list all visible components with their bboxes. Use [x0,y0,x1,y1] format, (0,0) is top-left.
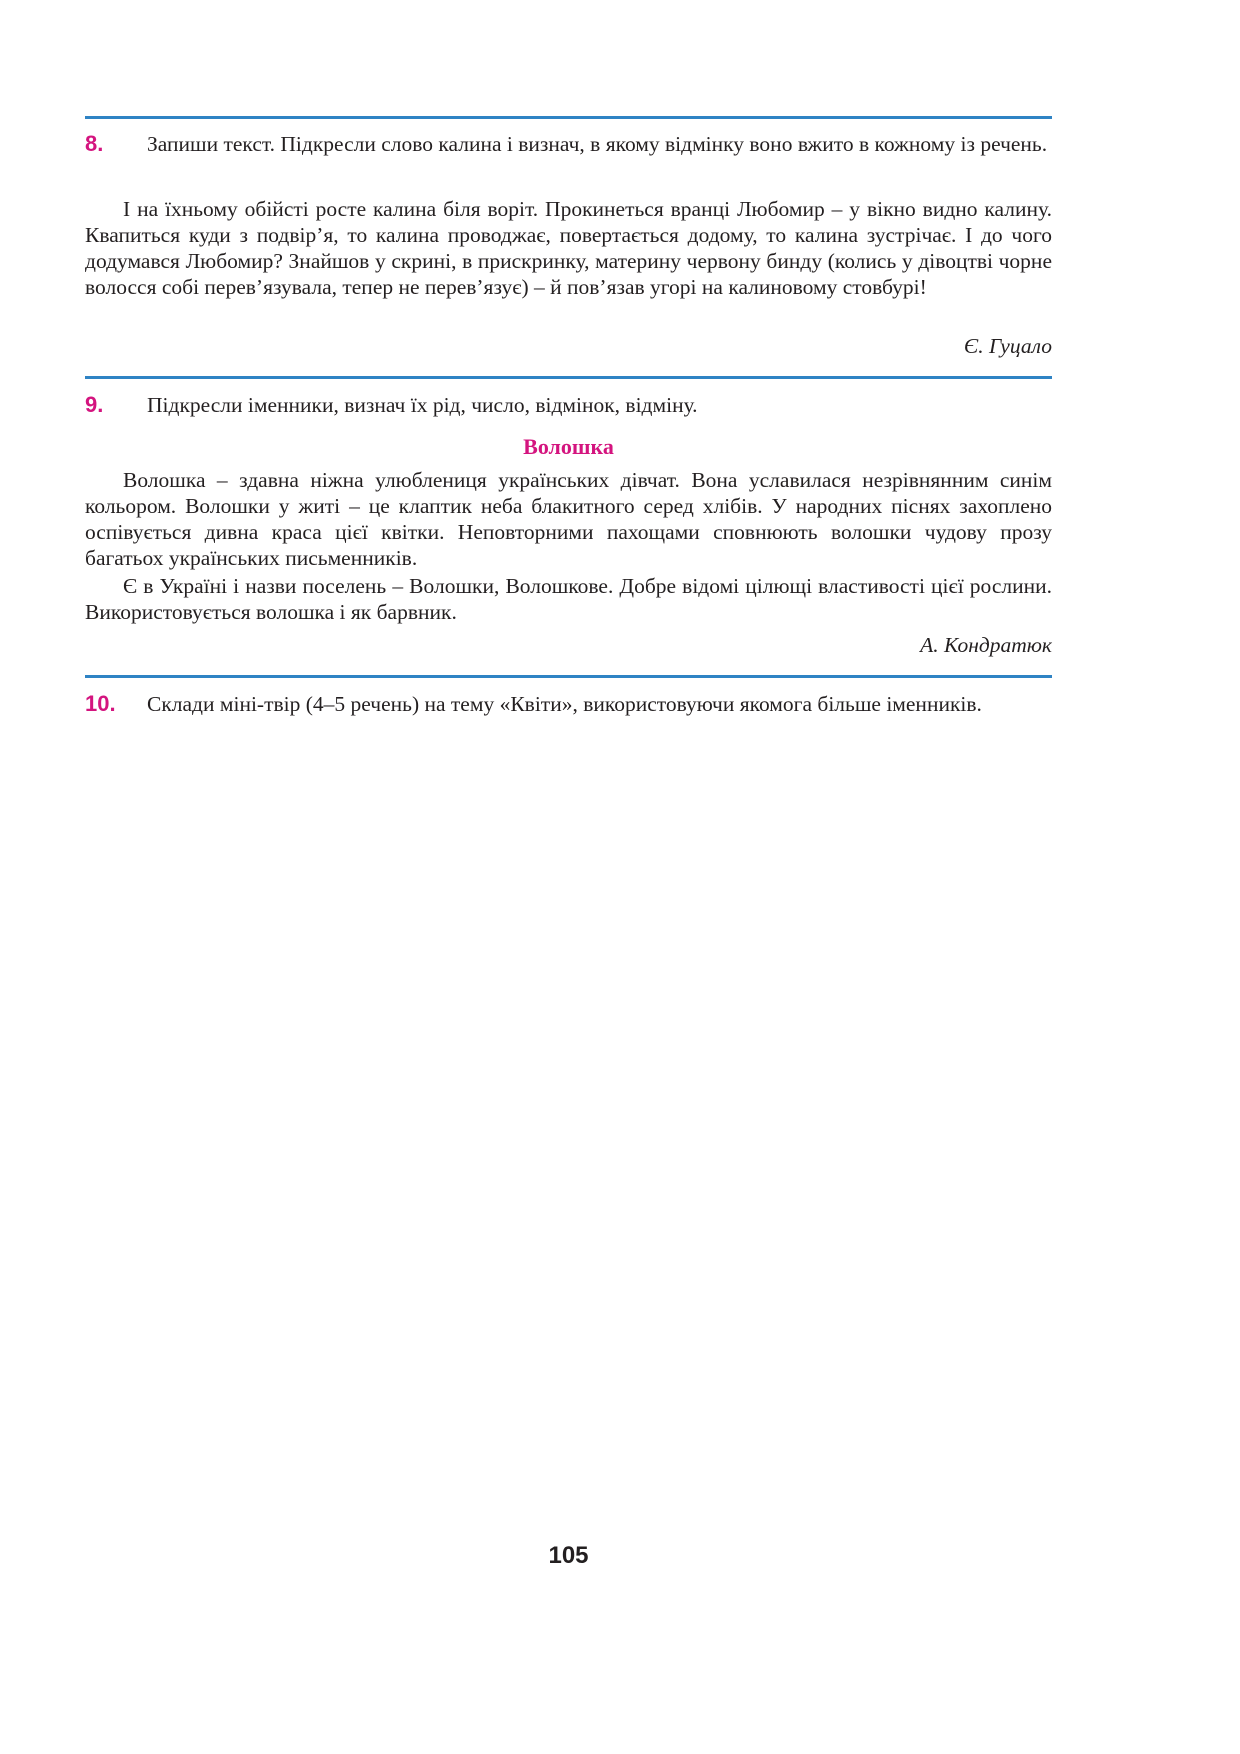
task-instruction: Запиши текст. Підкресли слово калина і визнач, в якому відмінку воно вжито в кожному із речень. [147,132,1048,156]
section-divider [85,376,1052,379]
task-9 [85,392,1052,418]
task-8 [85,131,1052,157]
task-instruction: Склади міні-твір (4–5 речень) на тему «Квіти», використовуючи якомога більше іменників. [147,692,982,716]
task-number: 8. [85,131,104,156]
task-number: 9. [85,392,104,417]
text-paragraph: Волошка – здавна ніжна улюблениця українських дівчат. Вона уславилася незрівнянним синім кольором. Волошки у житі – це клаптик неба блакитного серед хлібів. У народних піснях захоплено оспівується дивна краса цієї квітки. Неповторними пахощами сповнюють волошки чудову прозу багатьох українських письменників. [85,468,1052,570]
textbook-page [85,0,1052,1754]
task-number: 10. [85,691,116,716]
author-attribution: Є. Гуцало [963,334,1052,358]
author-attribution: А. Кондратюк [920,633,1052,657]
page-number: 105 [548,1542,589,1569]
section-divider [85,116,1052,119]
task-10 [85,691,1052,717]
text-paragraph: І на їхньому обійсті росте калина біля воріт. Прокинеться вранці Любомир – у вікно видно калину. Квапиться куди з подвір’я, то калина проводжає, повертається додому, то калина зустрічає. І до чого додумався Любомир? Знайшов у скрині, в прискринку, материну червону бинду (колись у дівоцтві чорне волосся собі перев’язувала, тепер не перев’язує) – й пов’язав угорі на калиновому стовбурі! [85,197,1052,299]
text-heading: Волошка [523,434,614,459]
task-instruction: Підкресли іменники, визнач їх рід, число, відмінок, відміну. [147,393,698,417]
text-paragraph: Є в Україні і назви поселень – Волошки, Волошкове. Добре відомі цілющі властивості цієї рослини. Використовується волошка і як барвник. [85,574,1052,624]
section-divider [85,675,1052,678]
